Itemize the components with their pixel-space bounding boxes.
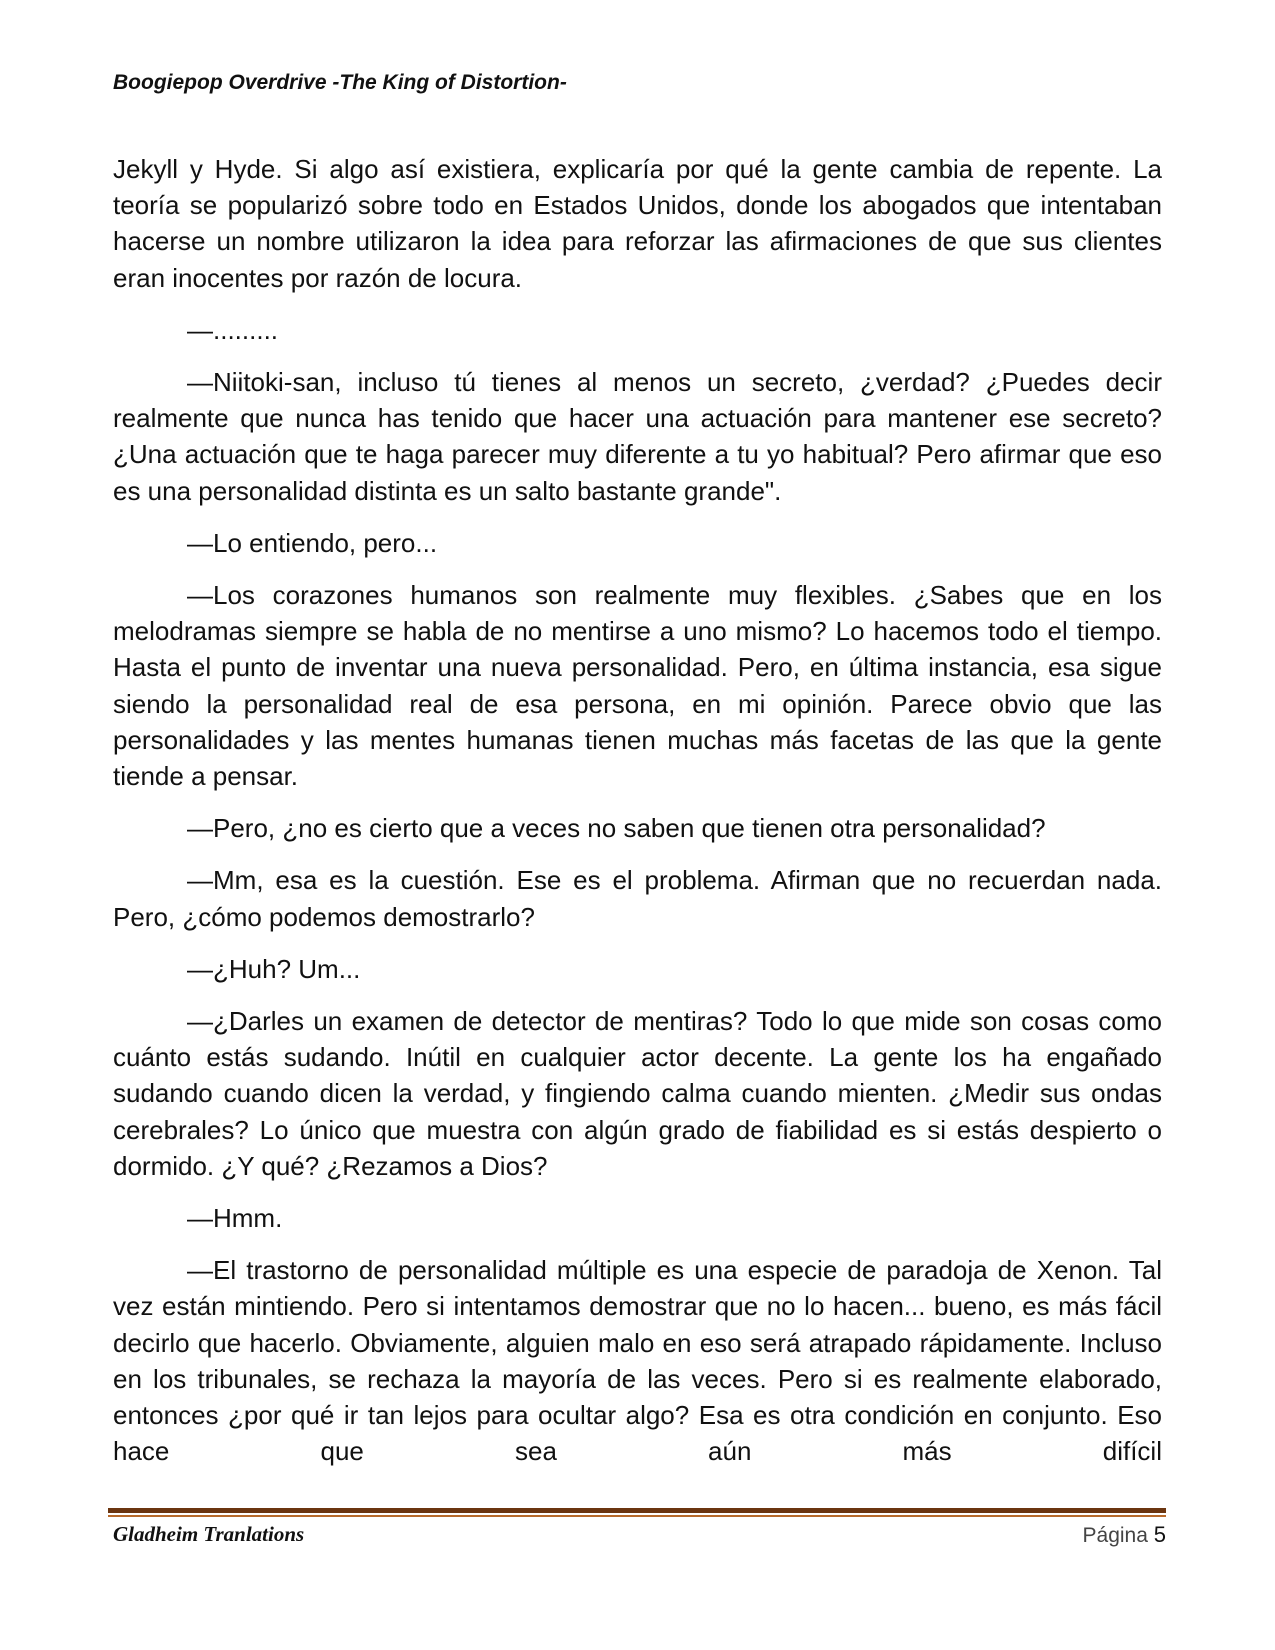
paragraph: —Niitoki-san, incluso tú tienes al menos un secreto, ¿verdad? ¿Puedes decir realmente que nunca has tenido que hacer una actuación para mantener ese secreto? ¿Una actuación que te haga parecer muy diferente a tu yo habitual? Pero afirmar que eso es una personalidad distinta es un salto bastante grande".: [113, 367, 1162, 506]
footer-divider-thick: [108, 1508, 1166, 1513]
footer-page-indicator: [1083, 1522, 1166, 1548]
paragraph: —¿Darles un examen de detector de mentiras? Todo lo que mide son cosas como cuánto estás sudando. Inútil en cualquier actor decente. La gente los ha engañado sudando cuando dicen la verdad, y fingiendo calma cuando mienten. ¿Medir sus ondas cerebrales? Lo único que muestra con algún grado de fiabilidad es si estás despierto o dormido. ¿Y qué? ¿Rezamos a Dios?: [113, 1006, 1162, 1181]
page-number: 5: [1153, 1522, 1166, 1547]
paragraph: —Pero, ¿no es cierto que a veces no saben que tienen otra personalidad?: [187, 813, 1046, 844]
paragraph: —Los corazones humanos son realmente muy flexibles. ¿Sabes que en los melodramas siempre se habla de no mentirse a uno mismo? Lo hacemos todo el tiempo. Hasta el punto de inventar una nueva personalidad. Pero, en última instancia, esa sigue siendo la personalidad real de esa persona, en mi opinión. Parece obvio que las personalidades y las mentes humanas tienen muchas más facetas de las que la gente tiende a pensar.: [113, 580, 1162, 792]
paragraph: —Lo entiendo, pero...: [187, 527, 438, 558]
footer-divider: [108, 1508, 1166, 1518]
paragraph: —Hmm.: [187, 1203, 283, 1234]
document-body: [113, 151, 1162, 1470]
footer-divider-thin: [108, 1515, 1166, 1517]
paragraph: —Mm, esa es la cuestión. Ese es el problema. Afirman que no recuerdan nada. Pero, ¿cómo podemos demostrarlo?: [113, 865, 1162, 932]
page-header-title: Boogiepop Overdrive -The King of Distortion-: [113, 71, 567, 94]
paragraph: —El trastorno de personalidad múltiple es una especie de paradoja de Xenon. Tal vez están mintiendo. Pero si intentamos demostrar que no lo hacen... bueno, es más fácil decirlo que hacerlo. Obviamente, alguien malo en eso será atrapado rápidamente. Incluso en los tribunales, se rechaza la mayoría de las veces. Pero si es realmente elaborado, entonces ¿por qué ir tan lejos para ocultar algo? Esa es otra condición en conjunto. Eso hace que sea aún más difícil: [113, 1255, 1162, 1467]
paragraph: —¿Huh? Um...: [187, 953, 361, 984]
paragraph: —.........: [187, 314, 279, 345]
paragraph: Jekyll y Hyde. Si algo así existiera, explicaría por qué la gente cambia de repente. La teoría se popularizó sobre todo en Estados Unidos, donde los abogados que intentaban hacerse un nombre utilizaron la idea para reforzar las afirmaciones de que sus clientes eran inocentes por razón de locura.: [113, 154, 1162, 293]
page-label: Página: [1082, 1524, 1148, 1547]
footer-publisher: Gladheim Tranlations: [113, 1522, 305, 1546]
